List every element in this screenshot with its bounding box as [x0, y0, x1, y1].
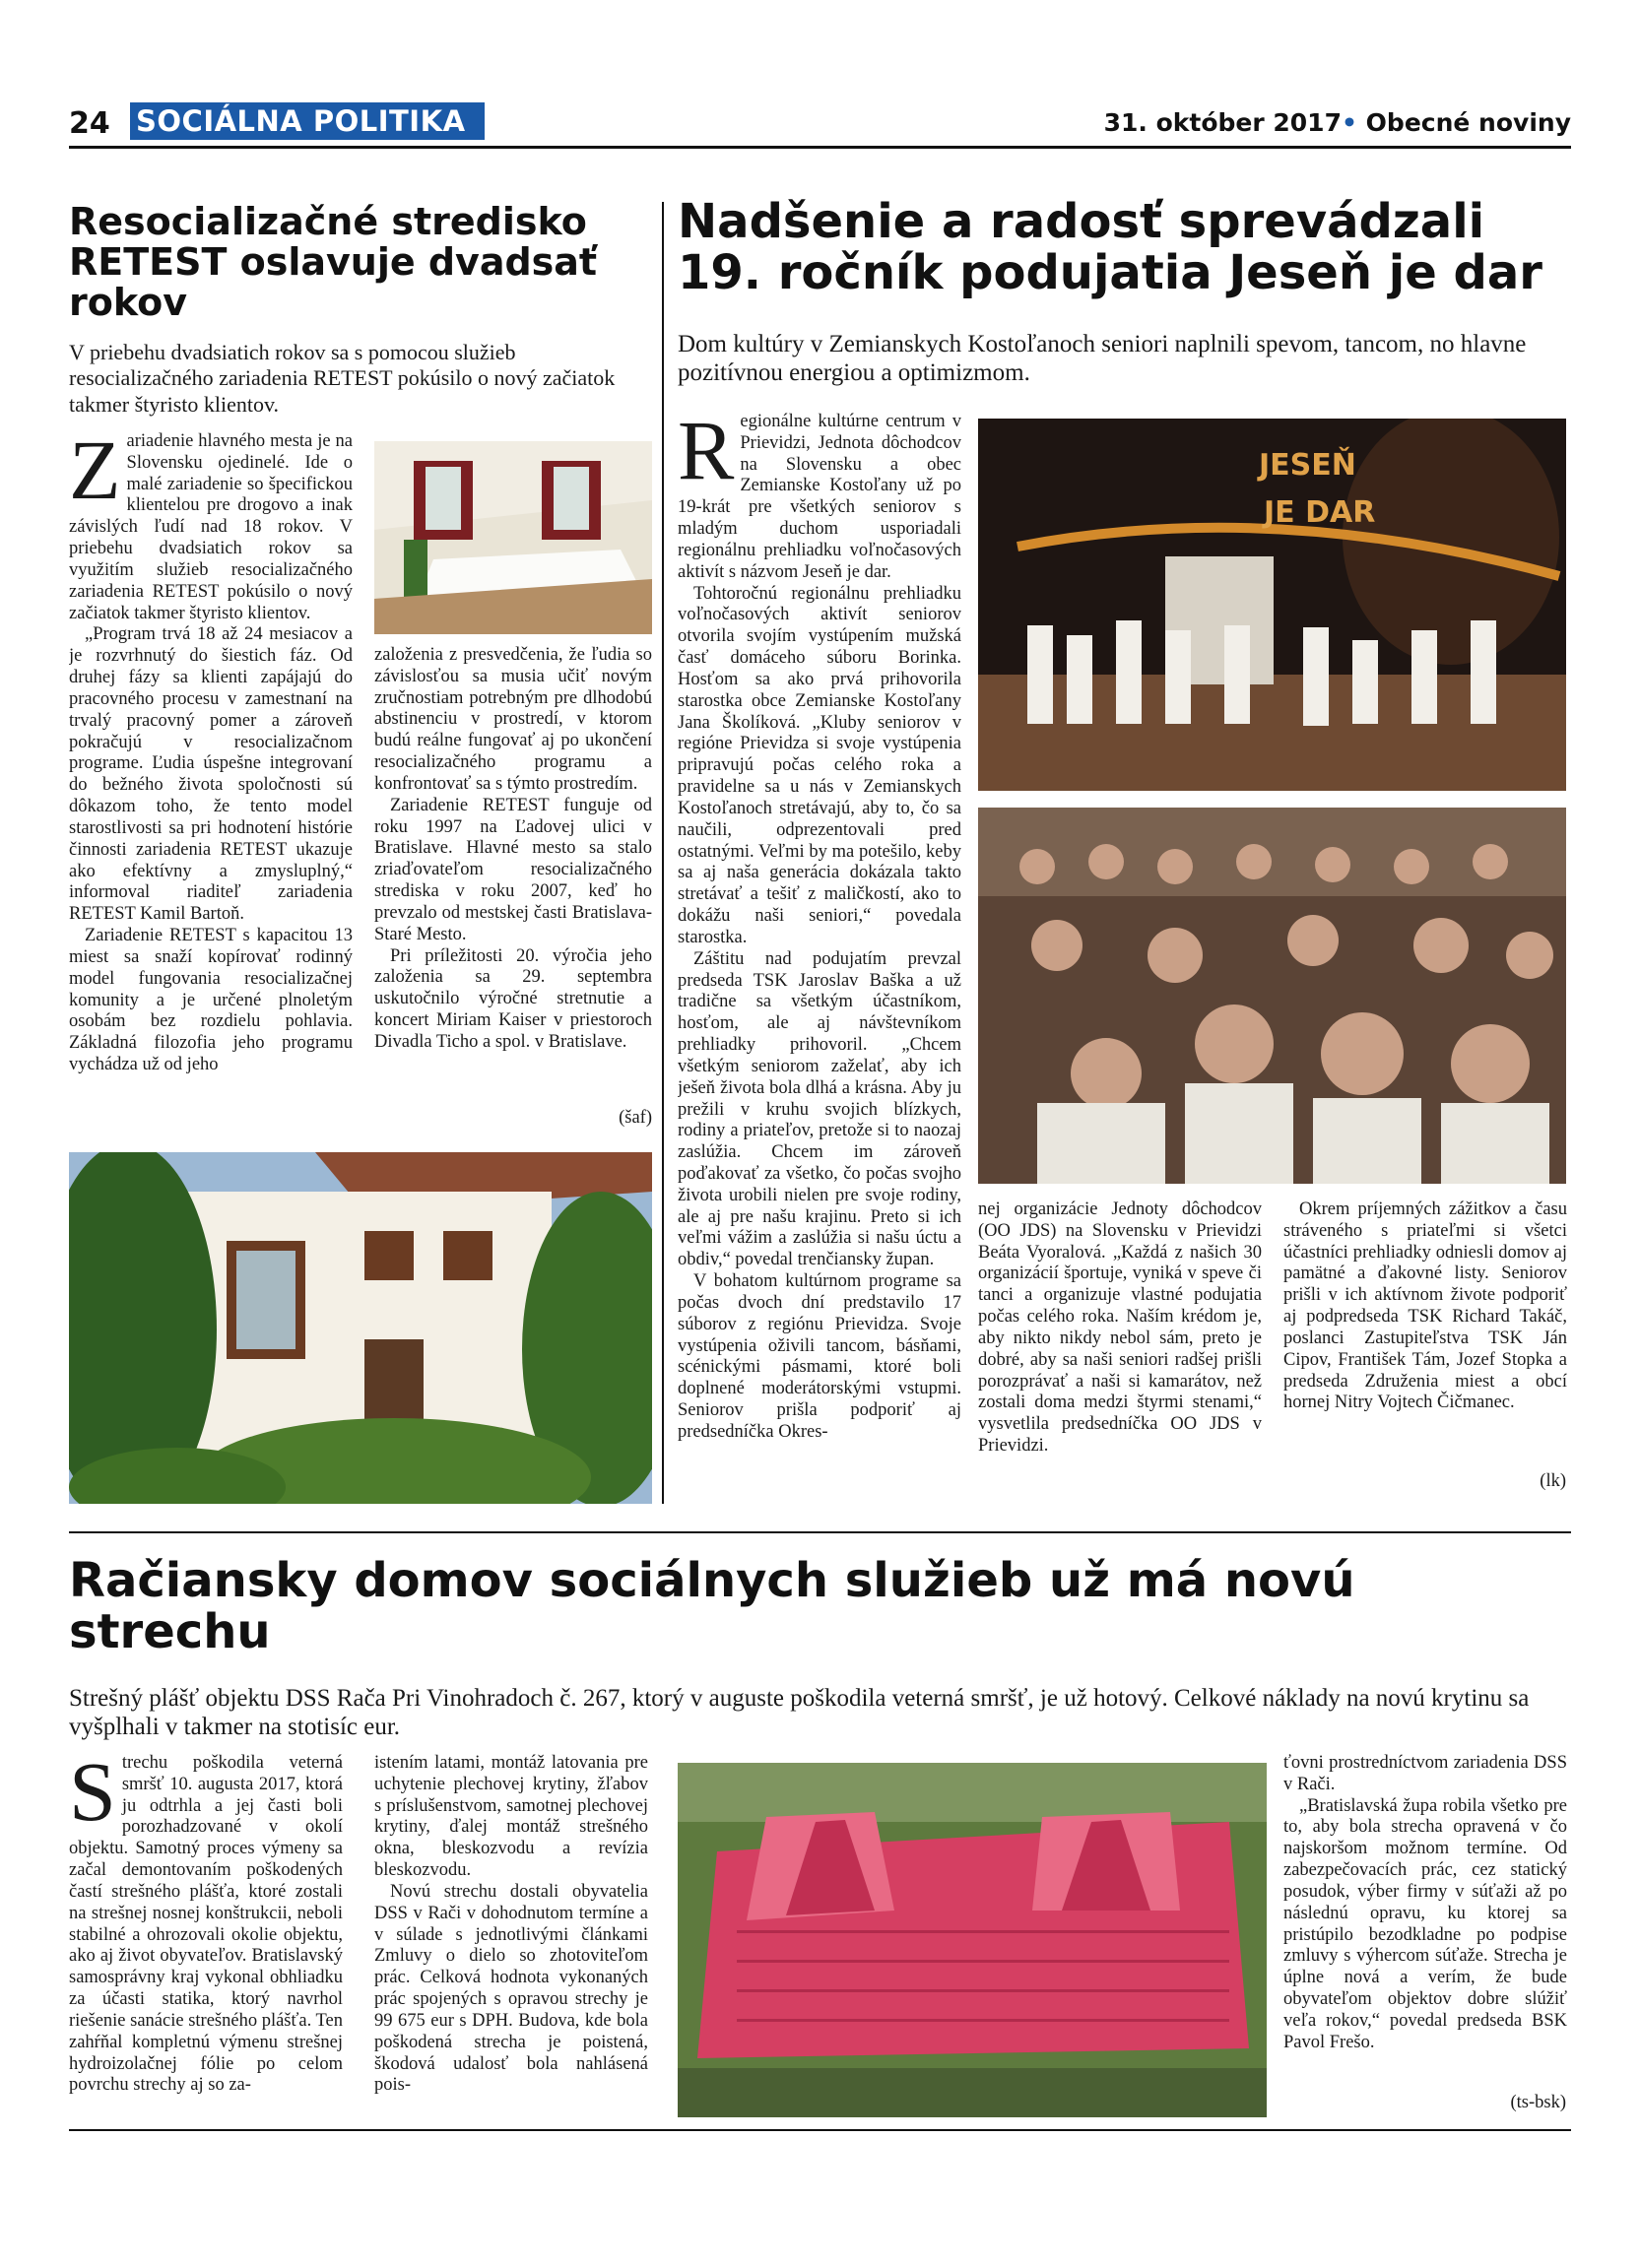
retest-interior-photo	[374, 441, 652, 634]
paragraph: Pri príležitosti 20. výročia jeho založenia sa 29. septembra uskutočnilo výročné stretnutie a koncert Miriam Kaiser v priestoroch Divadla Ticho a spol. v Bratislave.	[374, 945, 652, 1052]
paragraph: Zariadenie RETEST funguje od roku 1997 na Ľadovej ulici v Bratislave. Hlavné mesto sa stalo zriaďovateľom resocializačného strediska v roku 2007, keď ho prevzalo od mestskej časti Bratislava-Staré Mesto.	[374, 795, 652, 944]
footer-rule	[69, 2129, 1571, 2131]
article1-signature: (šaf)	[619, 1108, 652, 1128]
masthead-info	[1104, 108, 1571, 137]
article2-col3	[1283, 1199, 1567, 1456]
paragraph: Novú strechu dostali obyvatelia DSS v Rači v dohodnutom termíne a v súlade s jednotlivými článkami Zmluvy o dielo so zhotoviteľom prác. Celková hodnota vykonaných prác spojených s opravou strechy je 99 675 eur s DPH. Budova, kde bola poškodená strecha je poistená, škodová udalosť bola nahlásená pois-	[374, 1881, 648, 2096]
article3-signature: (ts-bsk)	[1510, 2093, 1566, 2112]
paragraph: istením latami, montáž latovania pre uchytenie plechovej krytiny, žľabov s príslušenstvom, samotnej plechovej krytiny, ďalej montáž strešného okna, bleskozvodu a revízia bleskozvodu.	[374, 1753, 648, 1881]
header-rule	[69, 146, 1571, 149]
page-number: 24	[69, 106, 110, 141]
article2-signature: (lk)	[1540, 1471, 1566, 1491]
paragraph: „Program trvá 18 až 24 mesiacov a je rozvrhnutý do šiestich fáz. Od druhej fázy sa klienti zapájajú do pracovného procesu v zamestnaní na trvalý pracovný pomer a zároveň pokračujú v resocializačnom programe. Ľudia úspešne integrovaní do bežného života spoločnosti sú dôkazom toho, že tento model starostlivosti sa pri hodnotení histórie činnosti zariadenia RETEST ukazuje ako efektívny a zmysluplný,“ informoval riaditeľ zariadenia RETEST Kamil Bartoň.	[69, 624, 353, 925]
audience-photo	[978, 808, 1566, 1184]
section-label: SOCIÁLNA POLITIKA	[130, 102, 485, 140]
roof-aerial-photo	[678, 1763, 1267, 2117]
article1-title: Resocializačné stredisko RETEST oslavuje dvadsať rokov	[69, 202, 598, 325]
stage-banner-line2: JE DAR	[1264, 495, 1376, 530]
paragraph: V bohatom kultúrnom programe sa počas dvoch dní predstavilo 17 súborov z regiónu Prievidza. Svoje vystúpenia oživili tancom, básňami, scénickými pásmami, ktoré boli doplnené moderátorskými vstupmi. Seniorov prišla podporiť aj predsedníčka Okres-	[678, 1271, 961, 1442]
paragraph: Okrem príjemných zážitkov a času stráveného s priateľmi si všetci účastníci prehliadky odniesli domov aj pamätné a ďakovné listy. Seniorov prišli v ich aktívnom živote podporiť aj podpredseda TSK Richard Takáč, poslanci Zastupiteľstva TSK Ján Cipov, František Tám, Jozef Stopka a predseda Združenia miest a obcí hornej Nitry Vojtech Čičmanec.	[1283, 1199, 1567, 1413]
article1-lead: V priebehu dvadsiatich rokov sa s pomocou služieb resocializačného zariadenia RETEST pokúsilo o nový začiatok takmer štyristo klientov.	[69, 340, 616, 417]
article2-col1	[678, 412, 961, 1503]
paragraph: Záštitu nad podujatím prevzal predseda TSK Jaroslav Baška a už tradične sa všetkým účastníkom, hosťom, ale aj návštevníkom prehliadky prihovoril. „Chcem všetkým seniorom zaželať, aby ich ješeň života bola dlhá a krásna. Aby ju prežili v kruhu svojich blízkych, rodiny a priateľov, pretože si to naozaj zaslúžia. Chcem im zároveň poďakovať za všetko, čo počas svojho života urobili nielen pre svoje rodiny, ale aj pre našu krajinu. Preto si ich veľmi vážim a zaslúžia si našu úctu a obdiv,“ povedal trenčiansky župan.	[678, 948, 961, 1270]
bullet-icon: •	[1341, 108, 1357, 137]
issue-date: 31. október 2017	[1103, 108, 1342, 137]
article3-col1	[69, 1753, 343, 2117]
paragraph: Tohtoročnú regionálnu prehliadku voľnočasových aktivít seniorov otvorila svojím vystúpením mužská časť domáceho súboru Borinka. Hosťom sa ako prvá prihovorila starostka obce Zemianske Kostoľany Jana Školíková. „Kluby seniorov v regióne Prievidza si svoje vystúpenia pripravujú počas celého roka a pravidelne sa u nás v Zemianskych Kostoľanoch stretávajú, aby to, čo sa naučili, odprezentovali pred ostatnými. Veľmi by ma potešilo, keby sa aj naša generácia dokázala takto stretávať a tešiť z maličkostí, ako to dokážu naši seniori,“ povedala starostka.	[678, 583, 961, 947]
paragraph: trechu poškodila veterná smršť 10. augusta 2017, ktorá ju odtrhla a jej časti boli porozhadzované v okolí objektu. Samotný proces výmeny sa začal demontovaním poškodených častí strešného plášťa, ktoré zostali na strešnej nosnej konštrukcii, neboli stabilné a ohrozovali okolie objektu, ako aj život obyvateľov. Bratislavský samosprávny kraj vykonal obhliadku za účasti statika, ktorý navrhol riešenie sanácie strešného plášťa. Ten zahŕňal kompletnú výmenu strešnej hydroizolačnej fólie po celom povrchu strechy aj so za-	[69, 1753, 343, 2096]
paragraph: Zariadenie RETEST s kapacitou 13 miest sa snaží kopírovať rodinný model fungovania resocializačnej komunity a je určené plnoletým osobám bez rozdielu pohlavia. Základná filozofia jeho programu vychádza už od jeho	[69, 926, 353, 1075]
stage-banner-line1: JESEŇ	[1259, 448, 1356, 483]
article3-col2	[374, 1753, 648, 2117]
article2-title: Nadšenie a radosť sprevádzali 19. ročník podujatia Jeseň je dar	[678, 197, 1542, 300]
paragraph: ariadenie hlavného mesta je na Slovensku ojedinelé. Ide o malé zariadenie so špecifickou klientelou pre drogovo a inak závislých ľudí nad 18 rokov. V priebehu dvadsiatich rokov sa využitím služieb resocializačného zariadenia RETEST pokúsilo o nový začiatok takmer štyristo klientov.	[69, 431, 353, 623]
paragraph: ťovni prostredníctvom zariadenia DSS v Rači.	[1283, 1753, 1567, 1794]
section-rule	[69, 1531, 1571, 1533]
retest-building-photo	[69, 1152, 652, 1504]
dropcap: S	[69, 1753, 116, 1839]
article1-col1	[69, 431, 353, 1133]
paragraph: „Bratislavská župa robila všetko pre to, aby bola strecha opravená v čo najskoršom možnom termíne. Od zabezpečovacích prác, cez statický posudok, výber firmy v súťaži až po následnú opravu, ku ktorej sa pristúpilo bezodkladne po podpise zmluvy s výhercom súťaže. Strecha je úplne nová a verím, že bude obyvateľom objektov dobre slúžiť veľa rokov,“ povedal predseda BSK Pavol Frešo.	[1283, 1795, 1567, 2052]
article3-col3	[1283, 1753, 1567, 2078]
paragraph: nej organizácie Jednoty dôchodcov (OO JDS) na Slovensku v Prievidzi Beáta Vyoralová. „Každá z našich 30 organizácií športuje, vyniká v speve či tanci a organizuje vlastné podujatia počas celého roka. Naším krédom je, aby nikto nikdy nebol sám, preto je dobré, aby sa naši seniori radšej prišli porozprávať a naši si kamarátov, než zostali doma medzi štyrmi stenami,“ vysvetlila predsedníčka OO JDS v Prievidzi.	[978, 1199, 1262, 1457]
column-divider	[662, 202, 664, 1504]
article2-col2	[978, 1199, 1262, 1495]
article3-title: Račiansky domov sociálnych služieb už má novú strechu	[69, 1556, 1355, 1659]
stage-performance-photo	[978, 419, 1566, 791]
dropcap: R	[678, 412, 735, 497]
paragraph: založenia z presvedčenia, že ľudia so závislosťou sa musia učiť novým zručnostiam potrebným pre dlhodobú abstinenciu v prostredí, v ktorom budú reálne fungovať aj po ukončení resocializačného programu a konfrontovať sa s týmto prostredím.	[374, 645, 652, 794]
article3-lead: Strešný plášť objektu DSS Rača Pri Vinohradoch č. 267, ktorý v auguste poškodila veterná smršť, je už hotový. Celkové náklady na novú krytinu sa vyšplhali v takmer na stotisíc eur.	[69, 1685, 1530, 1741]
dropcap: Z	[69, 431, 121, 517]
paper-name: Obecné noviny	[1365, 108, 1571, 137]
article1-col2	[374, 645, 652, 1093]
paragraph: egionálne kultúrne centrum v Prievidzi, Jednota dôchodcov na Slovensku a obec Zemianske Kostoľany už po 19-krát pre všetkých seniorov s mladým duchom usporiadali regionálnu prehliadku voľnočasových aktivít s názvom Jeseň je dar.	[678, 412, 961, 582]
article2-lead: Dom kultúry v Zemianskych Kostoľanoch seniori naplnili spevom, tancom, no hlavne pozitívnou energiou a optimizmom.	[678, 331, 1527, 387]
